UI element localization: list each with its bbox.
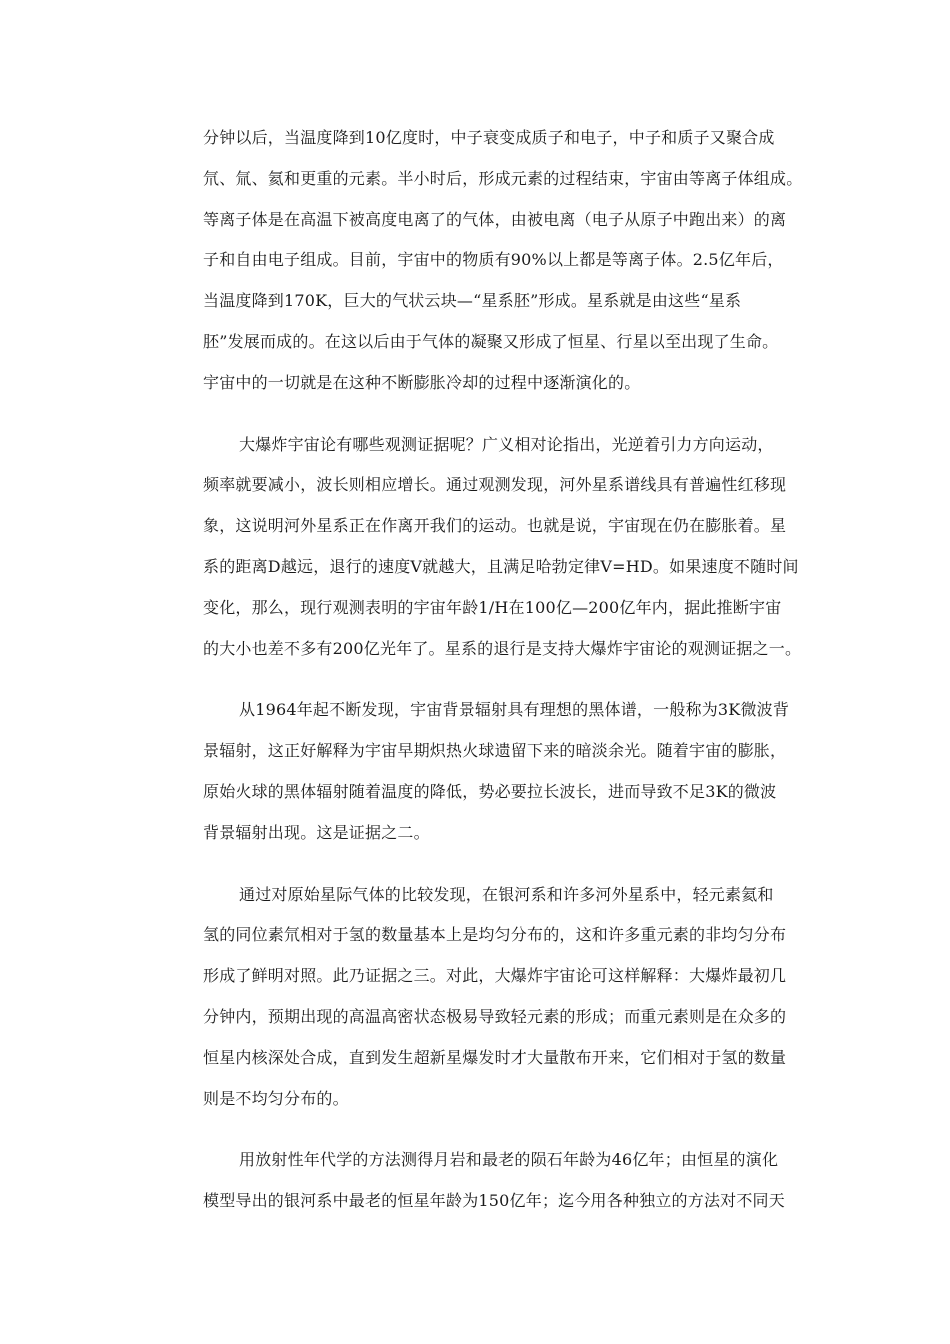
text-line: 系的距离D越远，退行的速度V就越大，且满足哈勃定律V=HD。如果速度不随时间 [203, 556, 799, 576]
paragraph-gap [203, 854, 815, 875]
text-line: 频率就要减小，波长则相应增长。通过观测发现，河外星系谱线具有普遍性红移现 [203, 475, 787, 495]
text-line: 胚”发展而成的。在这以后由于气体的凝聚又形成了恒星、行星以至出现了生命。 [203, 331, 779, 351]
text-line: 氢的同位素氘相对于氢的数量基本上是均匀分布的，这和许多重元素的非均匀分布 [203, 925, 787, 945]
text-line: 原始火球的黑体辐射随着温度的降低，势必要拉长波长，进而导致不足3K的微波 [203, 781, 777, 801]
paragraph-gap [203, 404, 815, 425]
text-line: 宇宙中的一切就是在这种不断膨胀冷却的过程中逐渐演化的。 [203, 372, 641, 392]
text-line: 大爆炸宇宙论有哪些观测证据呢？广义相对论指出，光逆着引力方向运动， [239, 434, 774, 454]
text-line: 分钟以后，当温度降到10亿度时，中子衰变成质子和电子，中子和质子又聚合成 [203, 128, 775, 147]
text-line: 分钟内，预期出现的高温高密状态极易导致轻元素的形成；而重元素则是在众多的 [203, 1006, 787, 1026]
paragraph-gap [203, 669, 815, 690]
text-line: 从1964年起不断发现，宇宙背景辐射具有理想的黑体谱，一般称为3K微波背 [239, 700, 790, 720]
text-line: 变化，那么，现行观测表明的宇宙年龄1/H在100亿—200亿年内，据此推断宇宙 [203, 597, 782, 617]
text-line: 氘、氚、氦和更重的元素。半小时后，形成元素的过程结束，宇宙由等离子体组成。 [203, 168, 803, 188]
paragraph-gap [203, 1119, 815, 1140]
document-body [203, 118, 815, 1222]
text-line: 恒星内核深处合成，直到发生超新星爆发时才大量散布开来，它们相对于氢的数量 [203, 1047, 787, 1067]
text-line: 的大小也差不多有200亿光年了。星系的退行是支持大爆炸宇宙论的观测证据之一。 [203, 638, 802, 658]
text-line: 形成了鲜明对照。此乃证据之三。对此，大爆炸宇宙论可这样解释：大爆炸最初几 [203, 966, 787, 986]
text-line: 子和自由电子组成。目前，宇宙中的物质有90%以上都是等离子体。2.5亿年后， [203, 250, 784, 270]
text-line: 等离子体是在高温下被高度电离了的气体，由被电离（电子从原子中跑出来）的离 [203, 209, 787, 229]
text-line: 则是不均匀分布的。 [203, 1088, 349, 1108]
text-line: 通过对原始星际气体的比较发现，在银河系和许多河外星系中，轻元素氦和 [239, 884, 774, 904]
paragraph-3 [203, 690, 815, 853]
text-line: 用放射性年代学的方法测得月岩和最老的陨石年龄为46亿年；由恒星的演化 [239, 1150, 779, 1170]
text-line: 景辐射，这正好解释为宇宙早期炽热火球遗留下来的暗淡余光。随着宇宙的膨胀， [203, 741, 787, 761]
paragraph-2 [203, 425, 815, 670]
paragraph-1 [203, 118, 815, 404]
text-line: 当温度降到170K，巨大的气状云块—“星系胚”形成。星系就是由这些“星系 [203, 291, 742, 311]
text-line: 象，这说明河外星系正在作离开我们的运动。也就是说，宇宙现在仍在膨胀着。星 [203, 516, 787, 536]
text-line: 模型导出的银河系中最老的恒星年龄为150亿年；迄今用各种独立的方法对不同天 [203, 1191, 785, 1211]
paragraph-4 [203, 875, 815, 1120]
text-line: 背景辐射出现。这是证据之二。 [203, 822, 430, 842]
paragraph-5 [203, 1140, 815, 1222]
